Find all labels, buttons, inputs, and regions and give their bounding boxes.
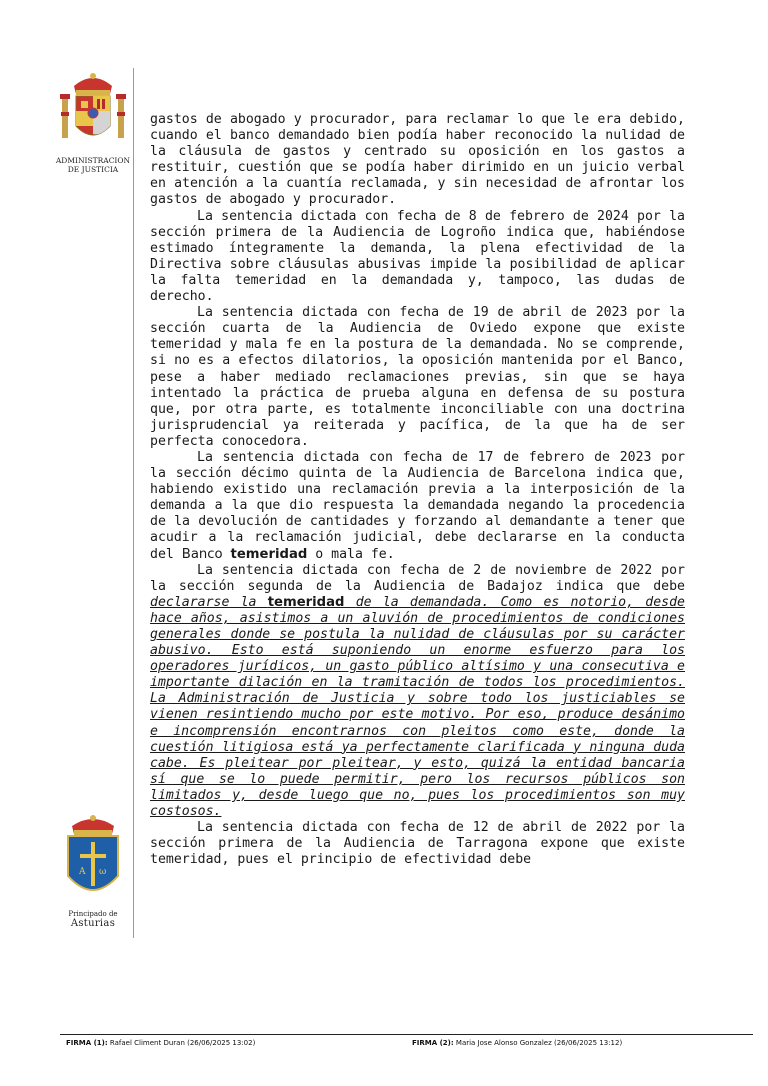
signature-1 [66, 1039, 255, 1047]
asturias-caption [60, 910, 126, 928]
paragraph-1: gastos de abogado y procurador, para reclamar lo que le era debido, cuando el banco demandado bien podía haber reconocido la nulidad de la cláusula de gastos y centrado su oposición en los gastos a restituir, cuestión que se podía haber dirimido en un juicio verbal en atención a la cuantía reclamada, y sin necesidad de afrontar los gastos de abogado y procurador. [150, 112, 685, 208]
footer-rule [60, 1034, 753, 1035]
asturias-coat-of-arms-icon [60, 812, 126, 904]
paragraph-4 [150, 450, 685, 563]
paragraph-6: La sentencia dictada con fecha de 12 de abril de 2022 por la sección primera de la Audiencia de Tarragona expone que existe temeridad, pues el principio de efectividad debe [150, 820, 685, 868]
caption-line-2: Asturias [70, 918, 116, 929]
principado-asturias-logo [60, 812, 126, 937]
paragraph-3: La sentencia dictada con fecha de 19 de abril de 2023 por la sección cuarta de la Audiencia de Oviedo expone que existe temeridad y mala fe en la postura de la demandada. No se comprende, si no es a efectos dilatorios, la oposición mantenida por el Banco, pese a haber mediado reclamaciones previas, sin que se haya intentado la práctica de prueba alguna en defensa de su postura que, por otra parte, es totalmente inconciliable con una doctrina jurisprudencial ya reiterada y pacífica, de la que ha de ser perfecta conocedora. [150, 305, 685, 449]
paragraph-4-text: La sentencia dictada con fecha de 17 de febrero de 2023 por la sección décimo quinta de la Audiencia de Barcelona indica que, habiendo existido una reclamación previa a la interposición de la demanda a la que dio respuesta la demandada negando la procedencia de la devolución de cantidades y forzando al demandante a tener que acudir a la reclamación judicial, debe declararse en la conducta del [150, 449, 685, 562]
document-body [150, 112, 685, 868]
paragraph-2: La sentencia dictada con fecha de 8 de febrero de 2024 por la sección primera de la Audiencia de Logroño indica que, habiéndose estimado íntegramente la demanda, la plena efectividad de la Directiva sobre cláusulas abusivas impide la posibilidad de aplicar la falta temeridad en la demandada y, tampoco, las dudas de derecho. [150, 208, 685, 305]
caption-line-2: DE JUSTICIA [67, 165, 119, 174]
caption-line-1: ADMINISTRACION [55, 156, 131, 165]
signature-2-value: Maria Jose Alonso Gonzalez (26/06/2025 13:12) [455, 1039, 623, 1047]
svg-text:A: A [79, 867, 86, 877]
caption-line-1: Principado de [68, 910, 118, 918]
paragraph-5-intro: La sentencia dictada con fecha de 2 de noviembre de 2022 por la sección segunda de la Audiencia de Badajoz indica que debe [150, 562, 685, 594]
signature-1-label: FIRMA (1): [66, 1039, 108, 1047]
banco-word: Banco [181, 546, 223, 562]
quote-temeridad: temeridad [267, 594, 345, 610]
signature-1-value: Rafael Climent Duran (26/06/2025 13:02) [109, 1039, 256, 1047]
administracion-justicia-logo [52, 68, 134, 178]
spanish-coat-of-arms-icon [52, 68, 134, 150]
signature-2-label: FIRMA (2): [412, 1039, 454, 1047]
quote-start: declararse la [150, 594, 257, 610]
margin-rule [133, 68, 134, 938]
administracion-caption [52, 156, 134, 174]
quoted-passage [150, 595, 685, 819]
svg-text:ω: ω [99, 867, 107, 877]
paragraph-5 [150, 563, 685, 821]
paragraph-4-end: o mala fe. [315, 546, 395, 562]
quote-rest: de la demandada. Como es notorio, desde hace años, asistimos a un aluvión de procedimientos de condiciones generales donde se postula la nulidad de cláusulas por su carácter abusivo. Esto está suponiendo un enorme esfuerzo para los operadores jurídicos, un gasto público altísimo y una consecutiva e importante dilación en la tramitación de todos los procedimientos. La Administración de Justicia y sobre todo los justiciables se vienen resintiendo mucho por este motivo. Por eso, produce desánimo e incomprensión encontrarnos con pleitos como este, donde la cuestión litigiosa está ya perfectamente clarificada y ninguna duda cabe. Es pleitear por pleitear, y esto, quizá la entidad bancaria sí que se lo puede permitir, pero los recursos públicos son limitados y, desde luego que no, pues los procedimientos son muy costosos. [150, 594, 685, 820]
temeridad-word: temeridad [230, 546, 308, 562]
signature-2 [412, 1039, 622, 1047]
